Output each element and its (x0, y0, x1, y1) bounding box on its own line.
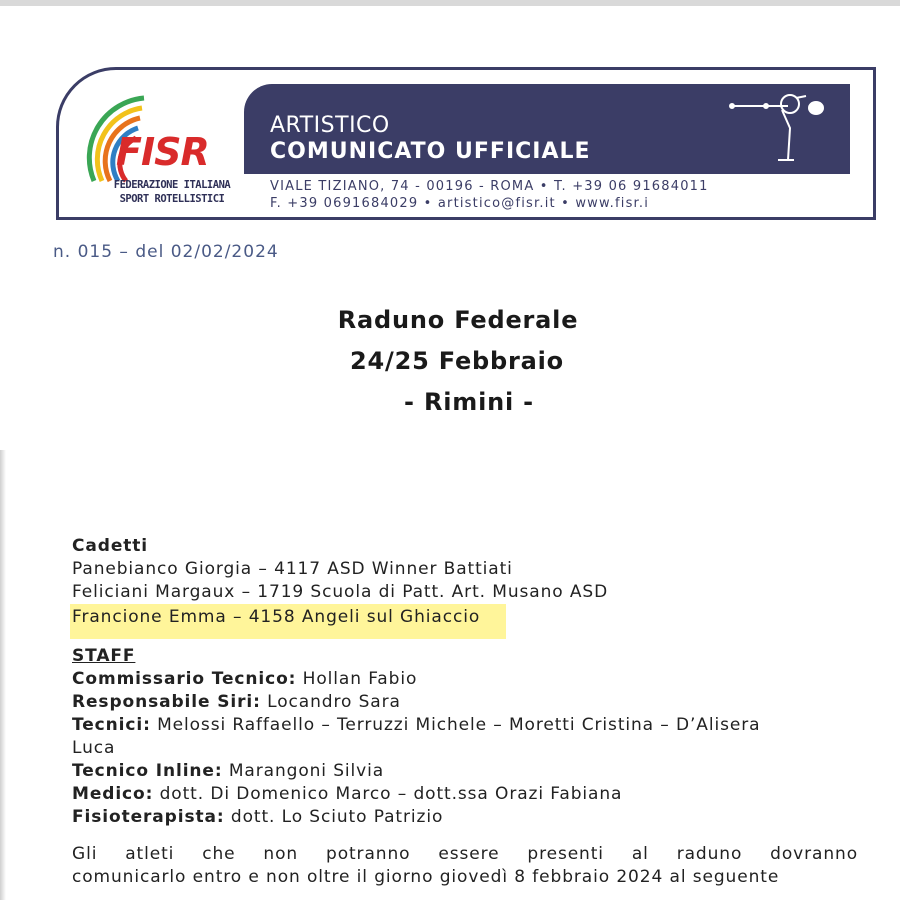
communique-number: n. 015 – del 02/02/2024 (53, 242, 279, 262)
staff-role: Tecnico Inline: (72, 761, 223, 781)
staff-row (72, 714, 872, 737)
staff-row (72, 668, 872, 691)
staff-role: Responsabile Siri: (72, 692, 261, 712)
athlete-row: Panebianco Giorgia – 4117 ASD Winner Battiati (72, 559, 513, 579)
document-body (72, 535, 872, 889)
staff-names: Hollan Fabio (296, 669, 418, 689)
banner-title: COMUNICATO UFFICIALE (270, 139, 591, 164)
title-line-1: Raduno Federale (337, 306, 579, 334)
top-edge (0, 0, 900, 6)
staff-names: Locandro Sara (260, 692, 401, 712)
staff-names: Marangoni Silvia (222, 761, 385, 781)
closing-line-2: comunicarlo entro e non oltre il giorno giovedì 8 febbraio 2024 al seguente (72, 867, 780, 887)
skater-icon (728, 88, 838, 170)
staff-role: Fisioterapista: (72, 807, 225, 827)
staff-role: Commissario Tecnico: (72, 669, 297, 689)
closing-line-1: Gli atleti che non potranno essere presenti al raduno dovranno (72, 844, 858, 864)
logo-subtitle-line1: FEDERAZIONE ITALIANA (113, 179, 231, 191)
title-line-2: 24/25 Febbraio (350, 347, 564, 375)
athlete-row: Feliciani Margaux – 1719 Scuola di Patt. Art. Musano ASD (72, 582, 609, 602)
staff-names: dott. Di Domenico Marco – dott.ssa Orazi Fabiana (153, 784, 623, 804)
staff-row (72, 691, 872, 714)
staff-names: dott. Lo Sciuto Patrizio (224, 807, 444, 827)
address-line-1: VIALE TIZIANO, 74 - 00196 - ROMA • T. +39 06 91684011 (270, 179, 709, 194)
title-line-3: - Rimini - (404, 388, 534, 416)
logo-subtitle (112, 178, 232, 206)
staff-role: Medico: (72, 784, 154, 804)
cadetti-heading: Cadetti (72, 536, 149, 556)
staff-role: Tecnici: (72, 715, 151, 735)
closing-paragraph (72, 843, 858, 889)
staff-names: Luca (72, 738, 116, 758)
staff-row (72, 783, 872, 806)
address-line-2: F. +39 0691684029 • artistico@fisr.it • www.fisr.i (270, 196, 650, 211)
athlete-row-highlighted: Francione Emma – 4158 Angeli sul Ghiaccio (70, 604, 506, 639)
banner-discipline: ARTISTICO (270, 113, 390, 138)
staff-row (72, 806, 872, 829)
staff-names: Melossi Raffaello – Terruzzi Michele – Moretti Cristina – D’Alisera (150, 715, 761, 735)
logo-wordmark: FISR (116, 130, 209, 174)
staff-heading: STAFF (72, 646, 136, 666)
logo-subtitle-line2: SPORT ROTELLISTICI (119, 193, 225, 205)
staff-row (72, 760, 872, 783)
document-title (0, 300, 900, 423)
page-edge-shadow (0, 450, 6, 900)
staff-row (72, 737, 872, 760)
